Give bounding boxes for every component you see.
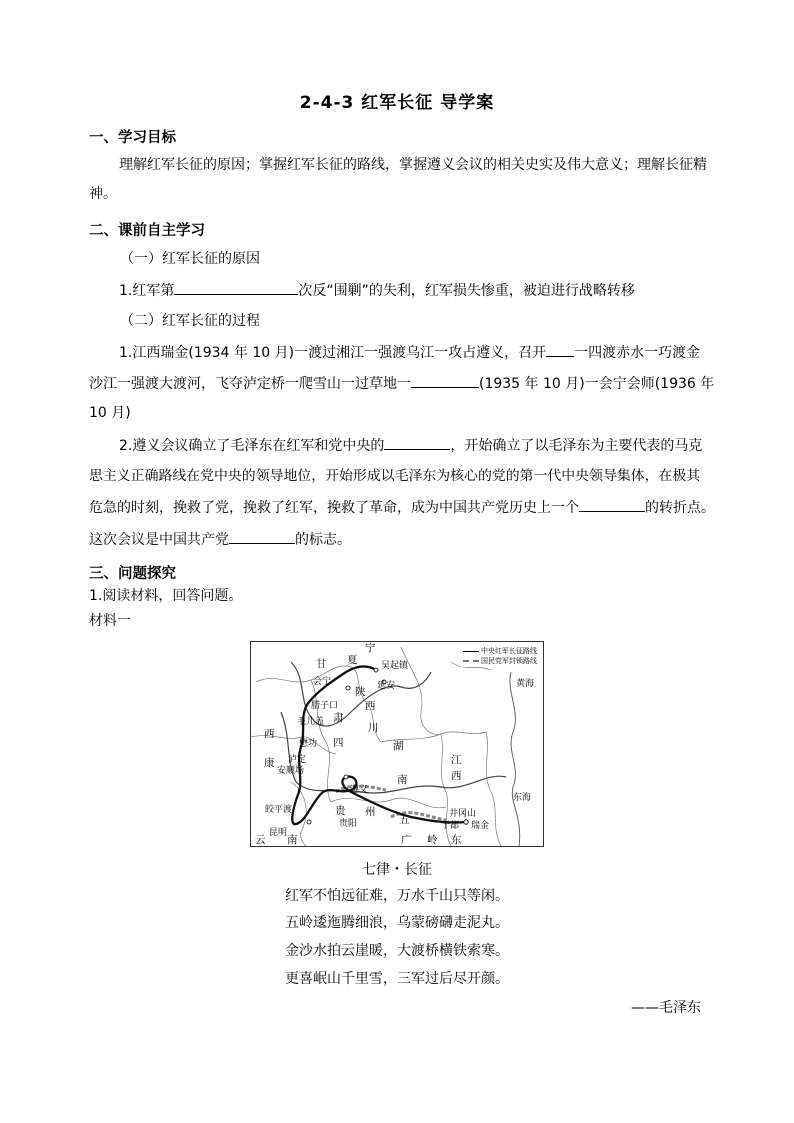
map-legend (461, 645, 539, 667)
map-label: 肃 (333, 712, 344, 724)
map-label: 吴起镇 (381, 661, 409, 671)
legend-swatch-route (463, 651, 479, 652)
map-label: 井冈山 (449, 809, 477, 819)
map-label: 延安 (377, 681, 396, 691)
zunyi-line1-text-a: 2.遵义会议确立了毛泽东在红军和党中央的 (119, 438, 385, 454)
objectives-text-line2: 神。 (89, 186, 117, 202)
process-line2-text-b: (1935 年 10 月)一会宁会师(1936 年 (479, 376, 715, 392)
answer-blank[interactable] (411, 373, 479, 388)
legend-item-blockade (463, 656, 537, 666)
subheading-cause: （一）红军长征的原因 (120, 251, 260, 267)
map-label: 五 (399, 814, 410, 826)
zunyi-line4 (89, 529, 351, 550)
legend-swatch-blockade (463, 660, 479, 662)
city-marker (374, 668, 378, 672)
map-label: 懋功 (299, 739, 318, 749)
map-label: 南 (287, 834, 298, 846)
map-label: 腊子口 (311, 701, 339, 711)
city-marker (344, 775, 348, 779)
map-label: 皎平渡 (265, 805, 293, 815)
zunyi-line1-text-b: ，开始确立了以毛泽东为主要代表的马克 (450, 438, 703, 454)
poem-line-4: 更喜岷山千里雪，三军过后尽开颜。 (285, 971, 509, 987)
poem-line-2: 五岭逶迤腾细浪，乌蒙磅礴走泥丸。 (285, 915, 509, 931)
map-label: 广 (401, 834, 412, 846)
process-line1-text-a: 1.江西瑞金(1934 年 10 月)一渡过湘江一强渡乌江一攻占遵义，召开 (119, 345, 547, 361)
zunyi-line3-text-a: 危急的时刻，挽救了党，挽救了红军，挽救了革命，成为中国共产党历史上一个 (89, 500, 579, 516)
map-label: 会宁 (313, 677, 332, 687)
map-label: 泸定 (288, 755, 307, 765)
map-label: 州 (365, 806, 376, 818)
map-label: 陕 (355, 686, 366, 698)
answer-blank[interactable] (384, 435, 450, 450)
map-label: 遵义 (350, 785, 369, 795)
city-marker (346, 686, 350, 690)
page-title: 2-4-3 红军长征 导学案 (299, 93, 495, 113)
city-marker (464, 820, 468, 824)
map-label: 西 (264, 728, 275, 740)
process-line3: 10 月) (89, 405, 131, 421)
section-heading-preview: 二、课前自主学习 (89, 223, 205, 239)
poem-author: ——毛泽东 (631, 1000, 701, 1016)
map-label: 南 (397, 774, 408, 786)
zunyi-line1 (119, 435, 702, 456)
inquiry-question-1: 1.阅读材料，回答问题。 (89, 588, 243, 604)
answer-blank[interactable] (229, 529, 295, 544)
answer-blank[interactable] (579, 497, 645, 512)
legend-item-route (463, 646, 537, 656)
poem-line-3: 金沙水拍云崖暖，大渡桥横铁索寒。 (285, 943, 509, 959)
map-label: 东海 (513, 793, 532, 803)
process-line1-text-b: 一四渡赤水一巧渡金 (574, 345, 701, 361)
long-march-route-map (250, 641, 544, 847)
map-label: 贵 (335, 805, 346, 817)
question-1-text-b: 次反“围剿”的失利，红军损失惨重，被迫进行战略转移 (298, 283, 635, 299)
question-1-text-a: 1.红军第 (119, 283, 175, 299)
map-label: 宁 (365, 642, 376, 654)
city-marker (307, 820, 311, 824)
material-label: 材料一 (89, 613, 131, 629)
section-heading-inquiry: 三、问题探究 (89, 566, 176, 582)
map-label: 夏 (347, 654, 358, 666)
objectives-text-line1: 理解红军长征的原因；掌握红军长征的路线，掌握遵义会议的相关史实及伟大意义；理解长征精 (119, 157, 707, 173)
map-label: 毛儿盖 (297, 717, 325, 727)
zunyi-line3 (89, 497, 715, 518)
question-1 (119, 280, 635, 301)
map-label: 云 (255, 834, 266, 846)
border-line (331, 798, 446, 808)
map-label: 湖 (393, 740, 404, 752)
map-label: 西 (451, 770, 462, 782)
map-label: 贵阳 (339, 819, 358, 829)
zunyi-line4-text-a: 这次会议是中国共产党 (89, 532, 229, 548)
poem-title: 七律・长征 (362, 862, 432, 878)
map-label: 康 (264, 757, 275, 769)
coastline (510, 672, 520, 846)
map-label: 岭 (427, 834, 438, 846)
section-heading-objectives: 一、学习目标 (89, 130, 176, 146)
map-label: 甘 (316, 658, 327, 670)
map-label: 江 (451, 754, 462, 766)
answer-blank[interactable] (174, 280, 298, 295)
process-line2 (89, 373, 714, 394)
map-label: 昆明 (269, 828, 288, 838)
map-label: 黄海 (516, 679, 535, 689)
map-label: 瑞金 (471, 821, 490, 831)
map-label: 川 (368, 722, 379, 734)
subheading-process: （二）红军长征的过程 (120, 313, 260, 329)
map-label: 安顺场 (277, 766, 305, 776)
legend-label-blockade: 国民党军封锁路线 (481, 657, 537, 665)
map-label: 四 (333, 737, 344, 749)
zunyi-line3-text-b: 的转折点。 (645, 500, 715, 516)
legend-label-route: 中央红军长征路线 (481, 647, 537, 655)
zunyi-line2: 思主义正确路线在党中央的领导地位，开始形成以毛泽东为核心的党的第一代中央领导集体，在极其 (89, 468, 701, 484)
zunyi-line4-text-b: 的标志。 (295, 532, 351, 548)
process-line2-text-a: 沙江一强渡大渡河，飞夺泸定桥一爬雪山一过草地一 (89, 376, 411, 392)
map-label: 西 (365, 700, 376, 712)
poem-line-1: 红军不怕远征难，万水千山只等闲。 (285, 888, 509, 904)
map-label: 于都 (441, 821, 460, 831)
process-line1 (119, 342, 700, 363)
answer-blank[interactable] (546, 342, 574, 357)
map-label: 东 (451, 834, 462, 846)
